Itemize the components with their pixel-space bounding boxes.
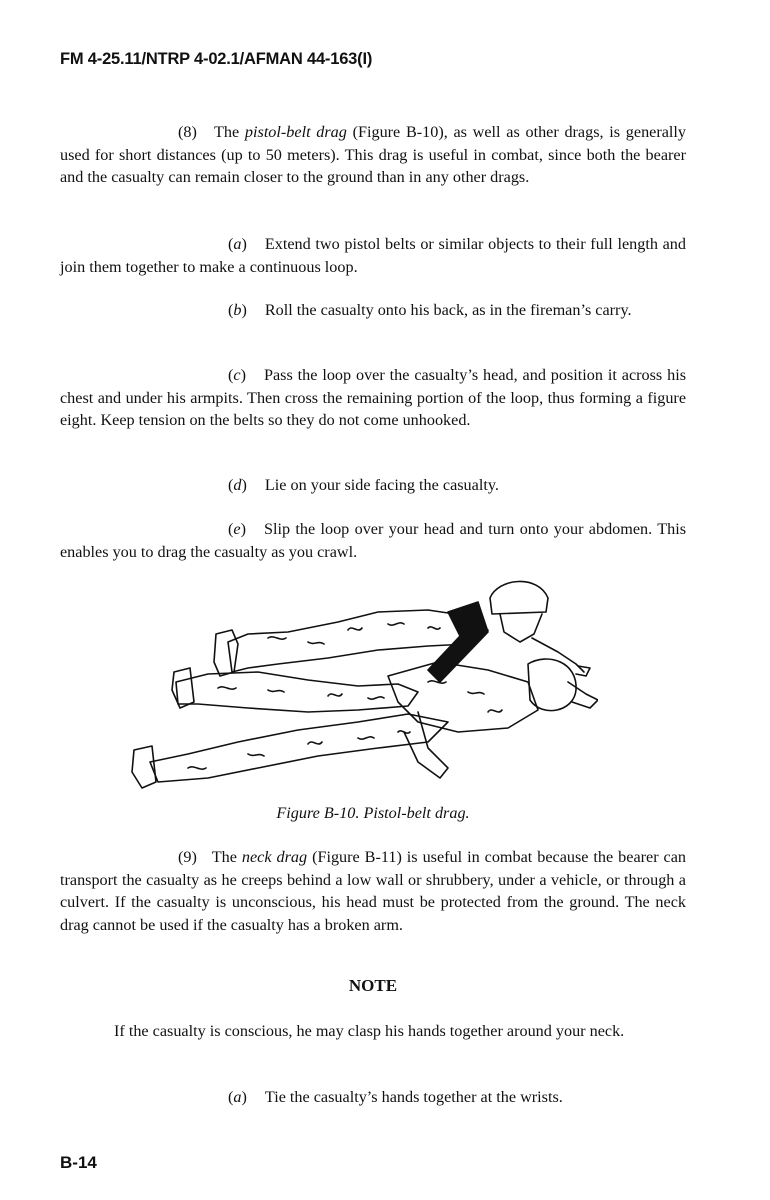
- paragraph-8-pre: The: [214, 123, 245, 141]
- step-a-text: Extend two pistol belts or similar objects to their full length and join them together to make a continuous loop.: [60, 235, 686, 276]
- casualty-boot-1: [172, 668, 194, 708]
- casualty-legs-upper: [176, 672, 418, 712]
- pistol-belt-drag-drawing: [128, 572, 598, 794]
- bearer-face: [500, 614, 542, 642]
- step-a-label: a: [233, 235, 242, 253]
- paragraph-9: [60, 846, 686, 936]
- figure-b10-illustration: [128, 572, 598, 794]
- figure-caption: Figure B-10. Pistol-belt drag.: [276, 804, 470, 822]
- casualty-torso: [388, 662, 538, 732]
- paragraph-9-number: (9): [178, 848, 197, 866]
- page-header: FM 4-25.11/NTRP 4-02.1/AFMAN 44-163(I): [60, 50, 373, 68]
- paragraph-9-body: (Figure B-11) is useful in combat because the bearer can transport the casualty as he creeps behind a low wall or shrubbery, under a vehicle, or through a culvert. If the casualty is unconscious, his head must be protected from the ground. The neck drag cannot be used if the casualty has a broken arm.: [60, 848, 687, 934]
- step-d-label: d: [233, 476, 242, 494]
- paragraph-8-number: (8): [178, 123, 197, 141]
- paragraph-8-term: pistol-belt drag: [244, 123, 347, 141]
- step-e-label: e: [233, 520, 241, 538]
- casualty-legs-lower: [150, 714, 448, 782]
- note-body: If the casualty is conscious, he may clasp his hands together around your neck.: [114, 1022, 625, 1040]
- pistol-belt: [428, 602, 488, 682]
- bearer-boot: [214, 630, 238, 676]
- step-a: (a) Extend two pistol belts or similar objects to their full length and join them together to make a continuous loop.: [60, 235, 686, 276]
- neck-drag-step-a-label: a: [233, 1088, 242, 1106]
- note-title: NOTE: [348, 976, 398, 995]
- step-c: (c) Pass the loop over the casualty’s head, and position it across his chest and under his armpits. Then cross the remaining portion of the loop, thus forming a figure eight. Keep tension on the belts so they do not come unhooked.: [60, 366, 686, 430]
- casualty-arm-2: [404, 712, 448, 778]
- step-c-text: Pass the loop over the casualty’s head, and position it across his chest and under his armpits. Then cross the remaining portion of the loop, thus forming a figure eight. Keep tension on the belts so they do not come unhooked.: [60, 366, 686, 430]
- bearer-arm: [532, 638, 584, 672]
- page-number: B-14: [60, 1153, 97, 1172]
- neck-drag-step-a: (a) Tie the casualty’s hands together at the wrists.: [228, 1088, 563, 1106]
- bearer-helmet: [490, 581, 548, 614]
- step-d-text: Lie on your side facing the casualty.: [264, 476, 499, 494]
- step-e-text: Slip the loop over your head and turn onto your abdomen. This enables you to drag the casualty as you crawl.: [60, 520, 686, 561]
- step-b-label: b: [233, 301, 242, 319]
- step-e: (e) Slip the loop over your head and turn onto your abdomen. This enables you to drag the casualty as you crawl.: [60, 520, 686, 561]
- step-b-text: Roll the casualty onto his back, as in the fireman’s carry.: [264, 301, 632, 319]
- paragraph-9-term: neck drag: [241, 848, 308, 866]
- step-c-label: c: [233, 366, 241, 384]
- paragraph-8-body: (Figure B-10), as well as other drags, is generally used for short distances (up to 50 meters). This drag is useful in combat, since both the bearer and the casualty can remain closer to the ground than in any other drags.: [60, 123, 687, 187]
- neck-drag-step-a-text: Tie the casualty’s hands together at the wrists.: [264, 1088, 563, 1106]
- casualty-arm: [568, 682, 598, 708]
- step-d: (d) Lie on your side facing the casualty.: [228, 476, 499, 494]
- step-b: (b) Roll the casualty onto his back, as in the fireman’s carry.: [228, 301, 632, 319]
- paragraph-9-pre: The: [211, 848, 242, 866]
- paragraph-8: [60, 121, 686, 189]
